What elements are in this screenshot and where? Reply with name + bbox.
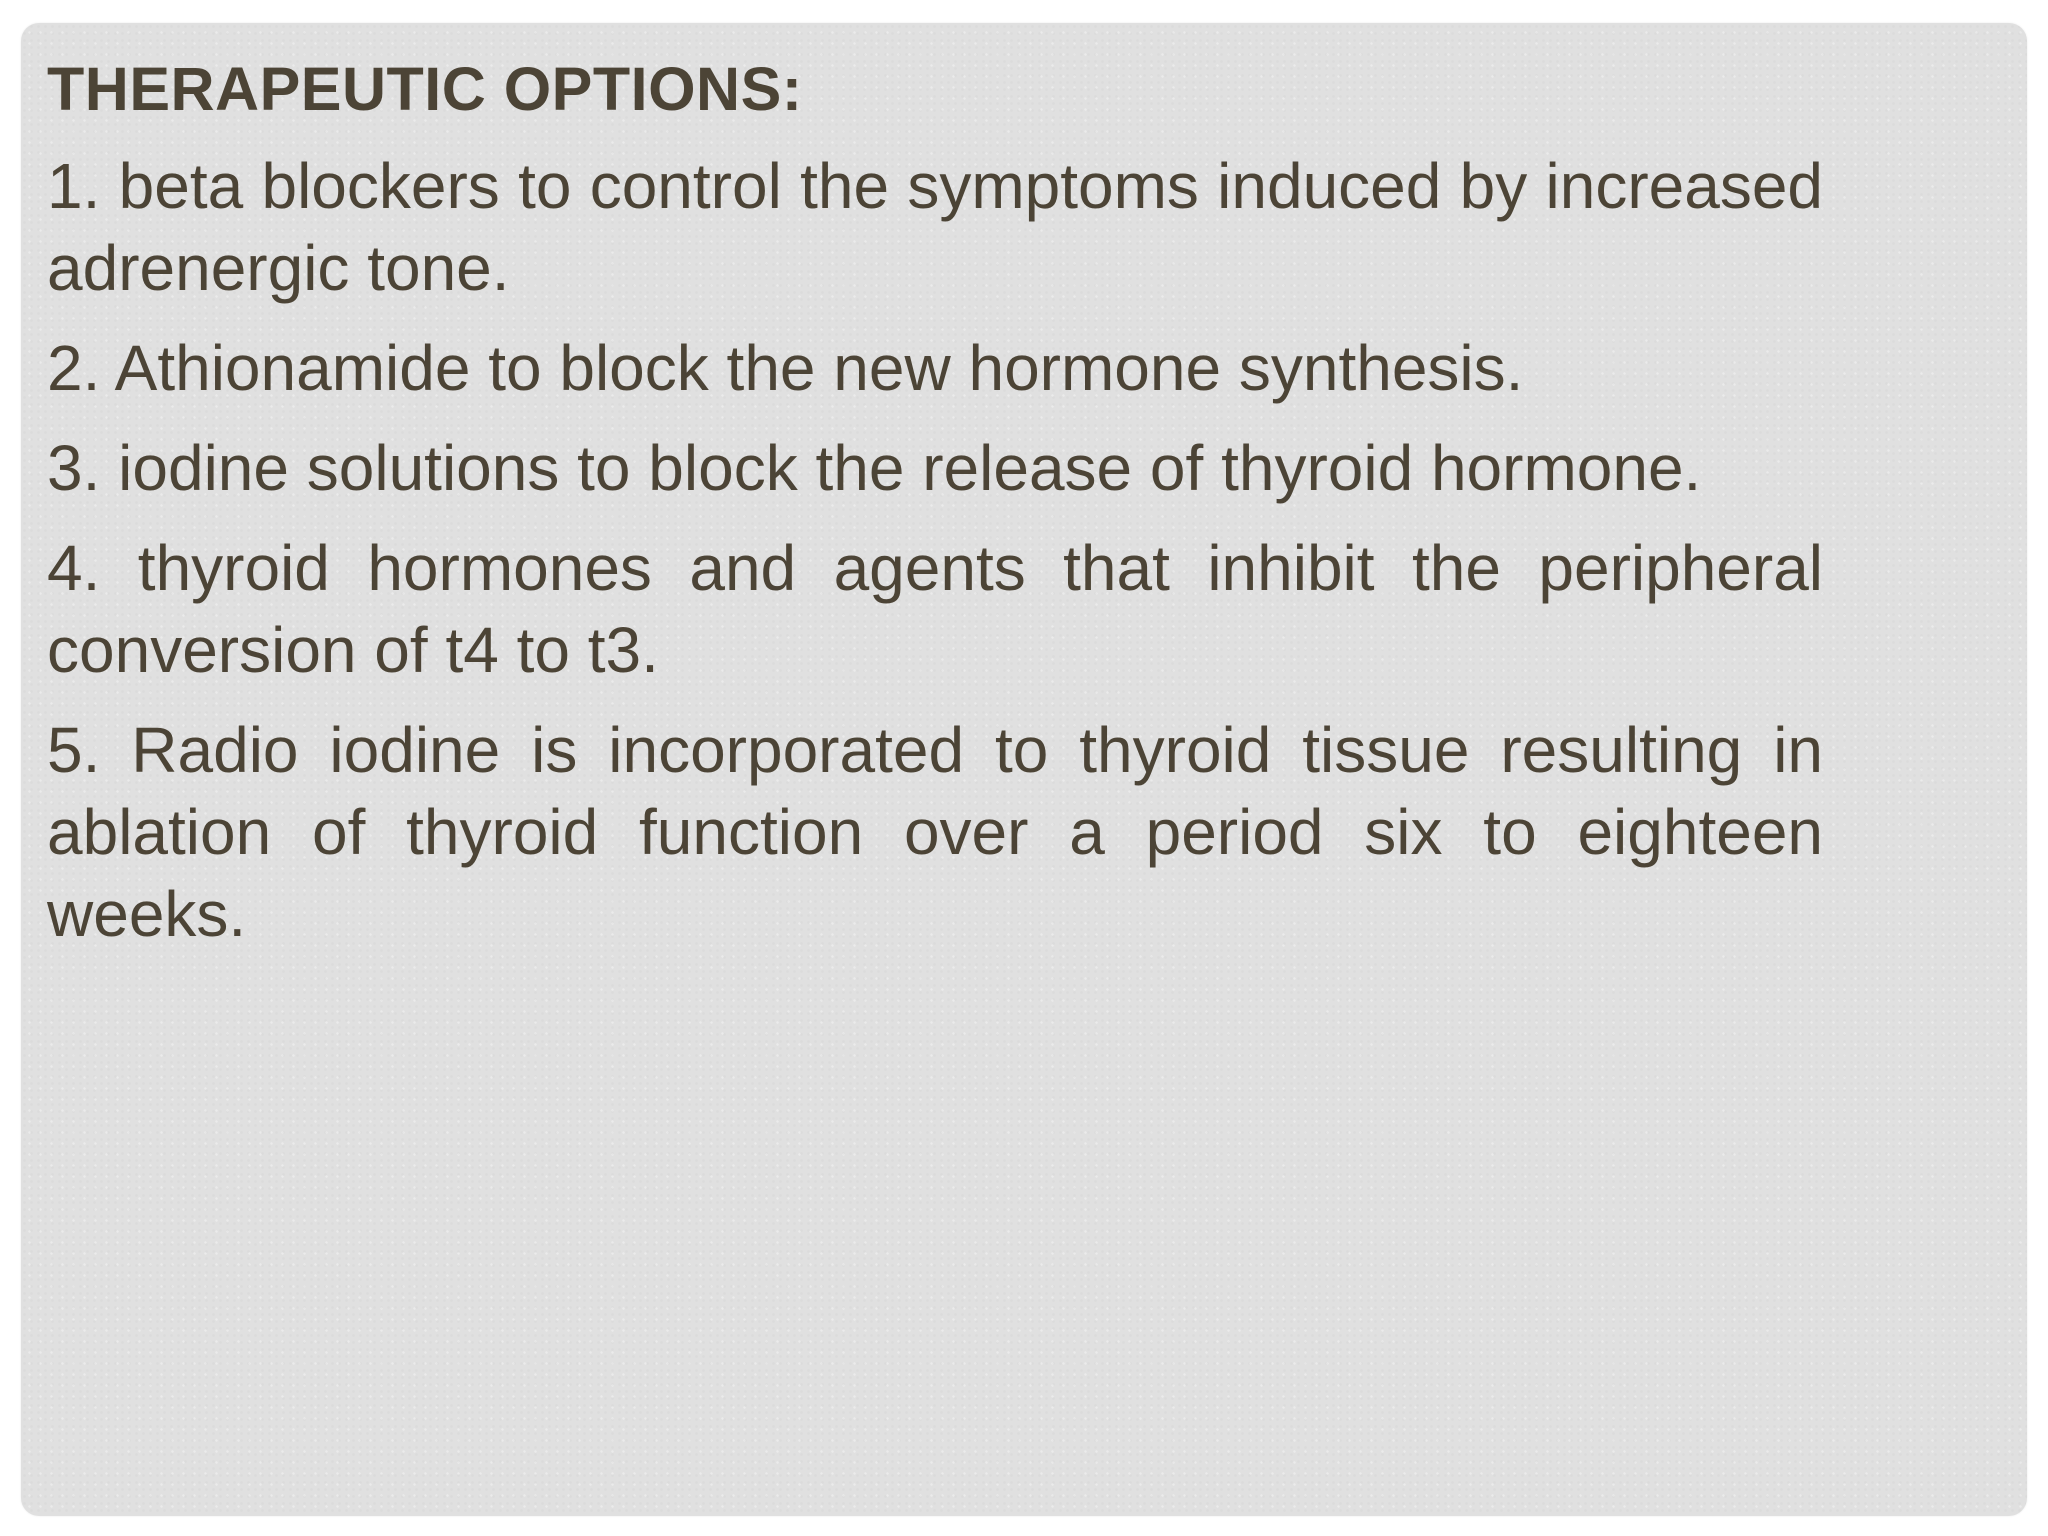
slide-heading: THERAPEUTIC OPTIONS:	[47, 55, 803, 123]
slide-panel	[21, 23, 2027, 1516]
option-item-1: 1. beta blockers to control the symptoms induced by increased adrenergic tone.	[47, 150, 1823, 305]
option-item-3: 3. iodine solutions to block the release of thyroid hormone.	[47, 432, 1702, 505]
option-item-4: 4. thyroid hormones and agents that inhibit the peripheral conversion of t4 to t3.	[47, 532, 1823, 687]
option-item-2: 2. Athionamide to block the new hormone synthesis.	[47, 332, 1524, 405]
option-item-5: 5. Radio iodine is incorporated to thyroid tissue resulting in ablation of thyroid function over a period six to eighteen weeks.	[47, 714, 1823, 951]
slide-content	[47, 51, 1823, 973]
